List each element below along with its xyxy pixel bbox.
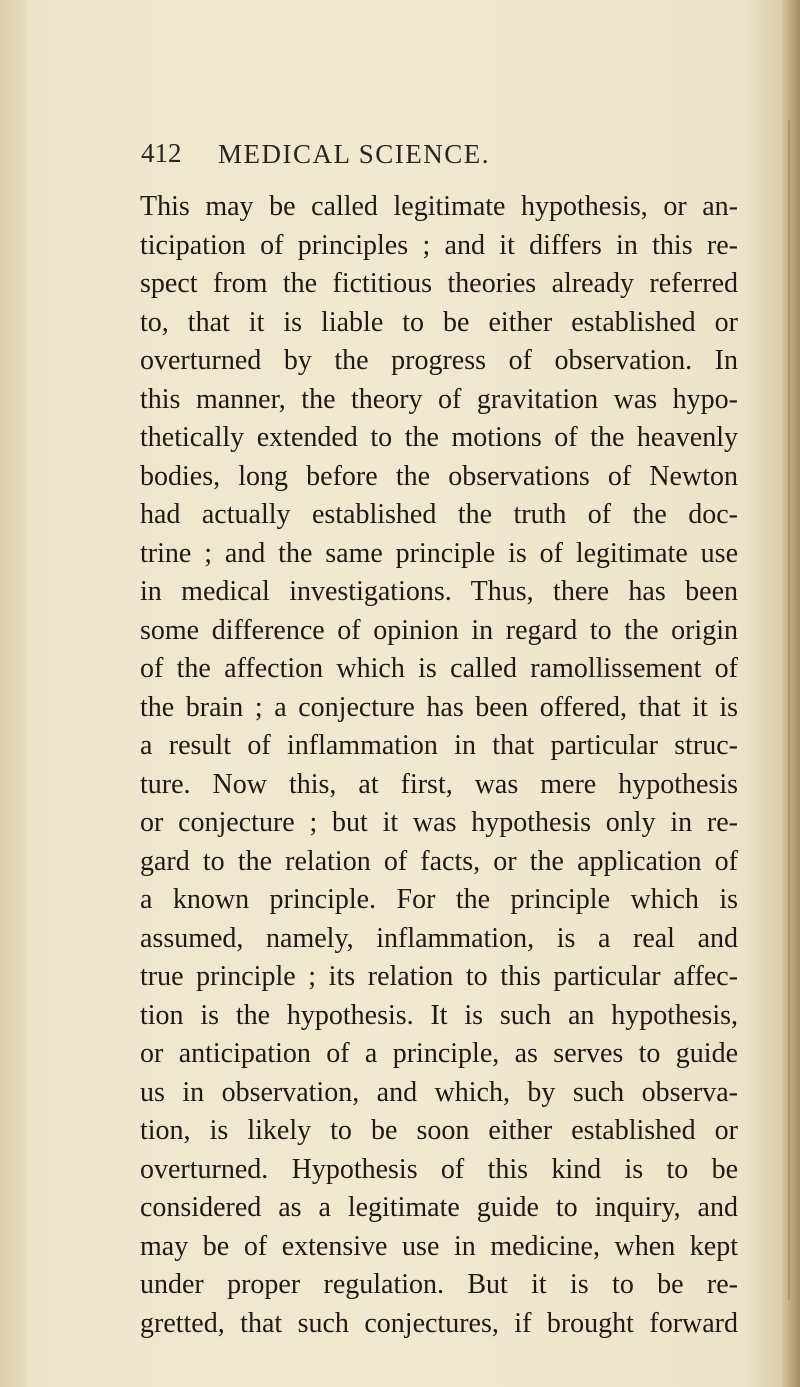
- text-line: gretted, that such conjectures, if brought forward: [140, 1307, 738, 1339]
- page-edge: [782, 0, 800, 1387]
- text-line: of the affection which is called ramollissement of: [140, 653, 738, 684]
- text-line: had actually established the truth of the doc-: [140, 499, 738, 530]
- text-line: in medical investigations. Thus, there has been: [140, 576, 738, 607]
- text-line: may be of extensive use in medicine, when kept: [140, 1230, 738, 1262]
- text-line: or anticipation of a principle, as serves to guide: [140, 1038, 738, 1069]
- gutter-shadow: [0, 0, 26, 1387]
- text-line: tion, is likely to be soon either established or: [140, 1115, 738, 1146]
- text-line: the brain ; a conjecture has been offered, that it is: [140, 691, 738, 723]
- text-line: considered as a legitimate guide to inquiry, and: [140, 1192, 738, 1223]
- text-line: tion is the hypothesis. It is such an hypothesis,: [140, 999, 738, 1031]
- text-line: assumed, namely, inflammation, is a real and: [140, 922, 738, 954]
- text-line: ticipation of principles ; and it differs in this re-: [140, 229, 738, 261]
- running-head: MEDICAL SCIENCE.: [218, 139, 490, 169]
- text-line: a known principle. For the principle which is: [140, 884, 738, 915]
- text-line: bodies, long before the observations of Newton: [140, 460, 738, 492]
- page-number: 412: [141, 138, 182, 168]
- text-line: this manner, the theory of gravitation was hypo-: [140, 383, 738, 415]
- text-line: spect from the fictitious theories already referred: [140, 268, 738, 299]
- text-line: trine ; and the same principle is of legitimate use: [140, 537, 738, 569]
- text-line: a result of inflammation in that particular struc-: [140, 730, 738, 761]
- text-line: overturned. Hypothesis of this kind is to be: [140, 1153, 738, 1185]
- text-line: This may be called legitimate hypothesis, or an-: [140, 191, 738, 222]
- body-text: [140, 188, 738, 1343]
- text-line: some difference of opinion in regard to the origin: [140, 614, 738, 646]
- page-edge-line: [788, 120, 790, 1300]
- text-line: ture. Now this, at first, was mere hypothesis: [140, 768, 738, 800]
- text-line: to, that it is liable to be either established or: [140, 306, 738, 338]
- text-line: or conjecture ; but it was hypothesis only in re-: [140, 807, 738, 838]
- text-line: overturned by the progress of observation. In: [140, 345, 738, 376]
- text-line: us in observation, and which, by such observa-: [140, 1076, 738, 1108]
- text-line: gard to the relation of facts, or the application of: [140, 845, 738, 877]
- text-line: thetically extended to the motions of the heavenly: [140, 422, 738, 453]
- text-line: under proper regulation. But it is to be re-: [140, 1269, 738, 1300]
- text-line: true principle ; its relation to this particular affec-: [140, 961, 738, 992]
